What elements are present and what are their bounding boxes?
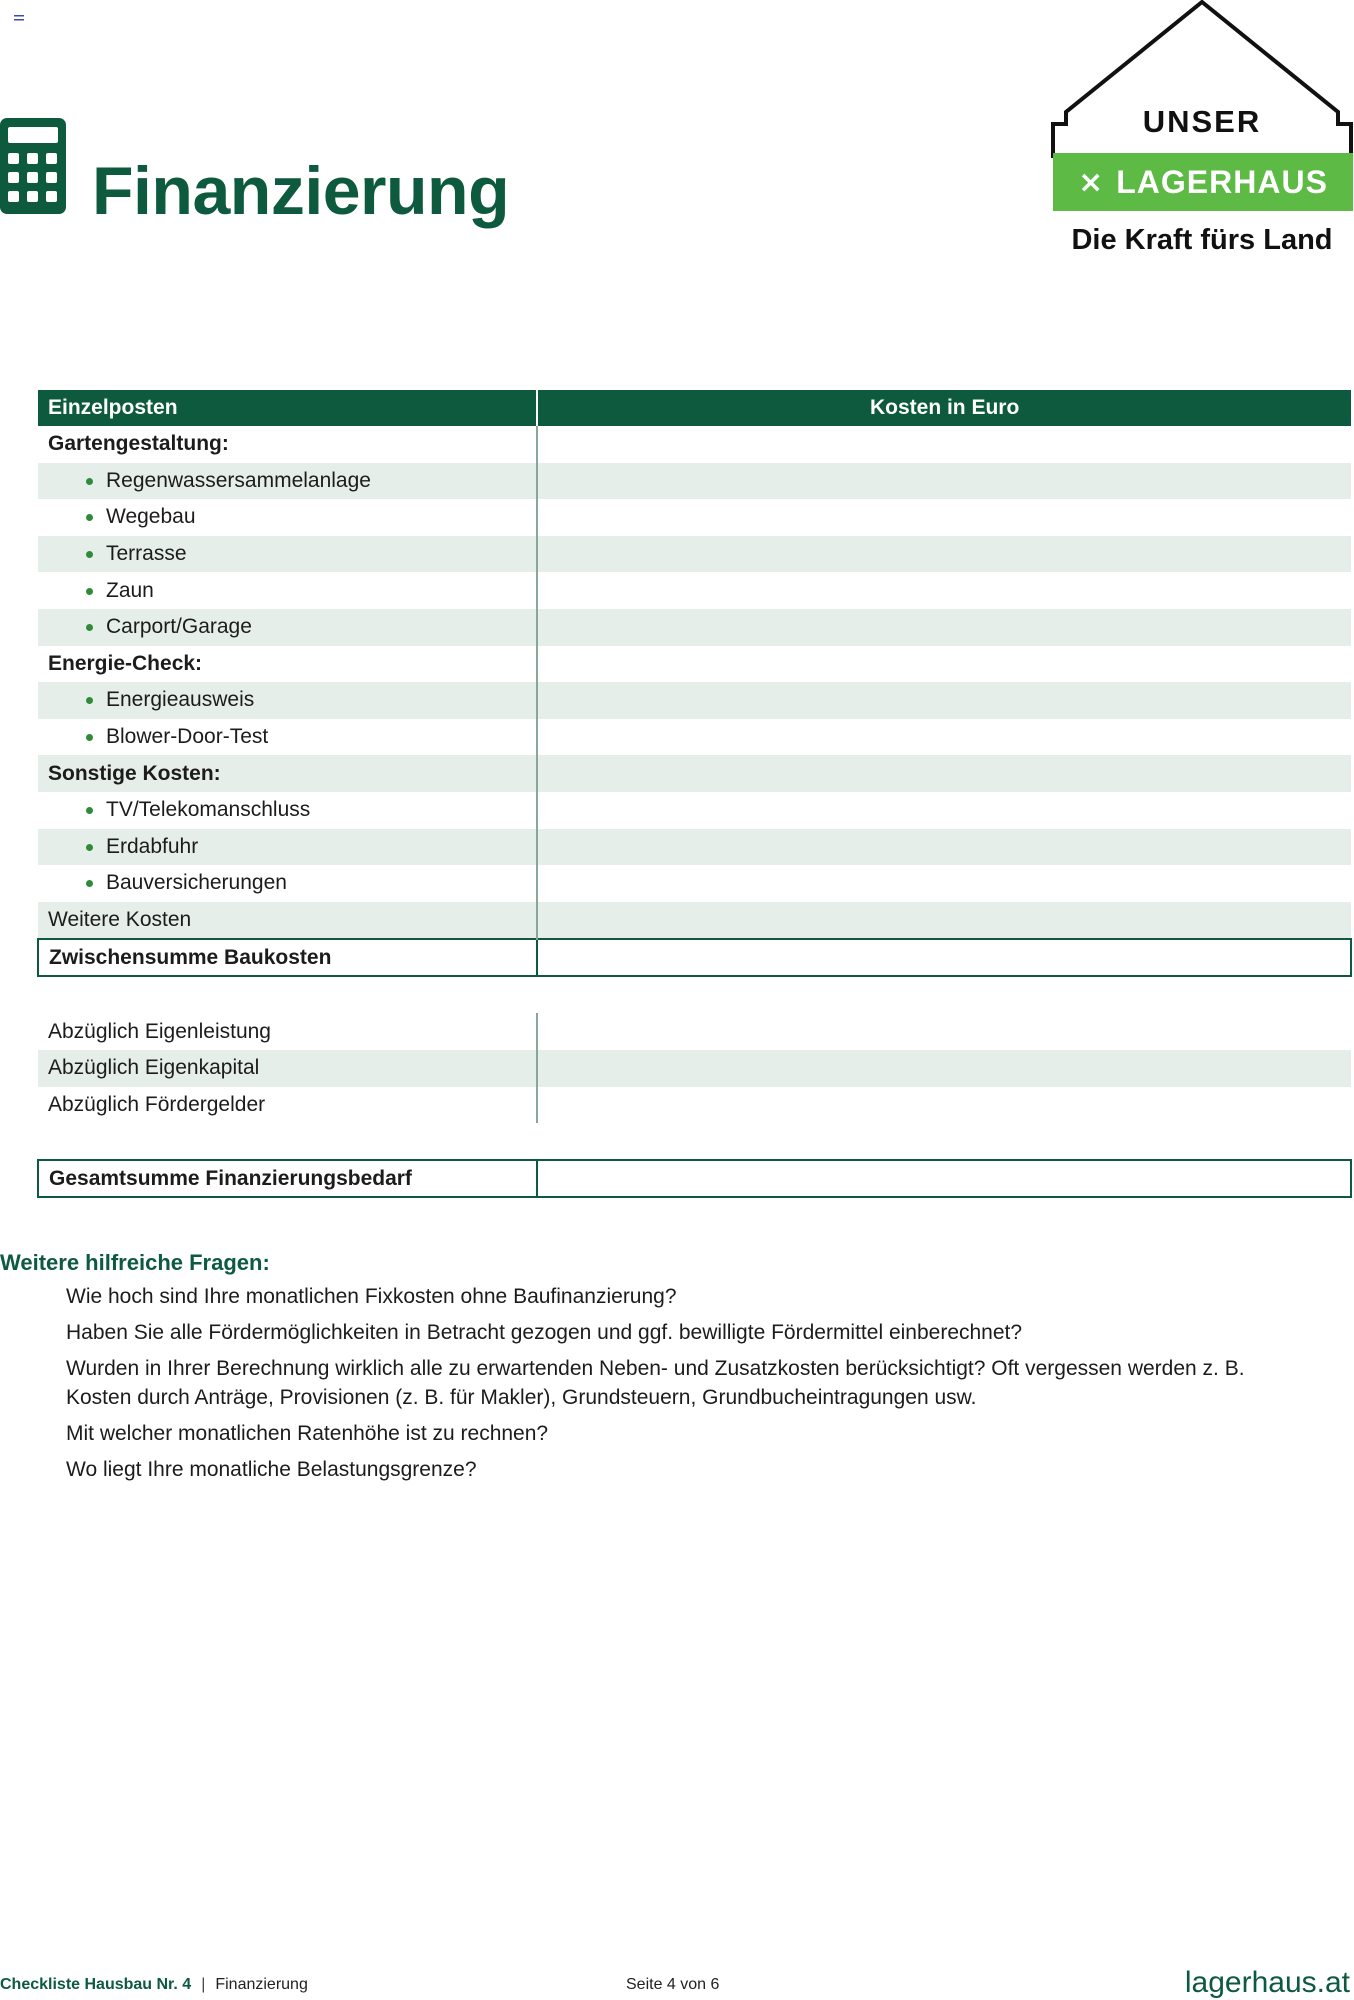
row-label: TV/Telekomanschluss bbox=[38, 792, 537, 829]
questions-heading: Weitere hilfreiche Fragen: bbox=[0, 1250, 270, 1275]
logo-tagline: Die Kraft fürs Land bbox=[1071, 224, 1333, 256]
cost-cell[interactable] bbox=[537, 499, 1351, 536]
cost-cell[interactable] bbox=[537, 646, 1351, 683]
row-label: Bauversicherungen bbox=[38, 865, 537, 902]
logo-wordmark bbox=[1053, 153, 1353, 211]
cost-cell[interactable] bbox=[537, 1013, 1351, 1050]
table-row bbox=[38, 682, 1351, 719]
cost-cell[interactable] bbox=[537, 463, 1351, 500]
grand-total-cell[interactable] bbox=[537, 1160, 1351, 1197]
page-title: Finanzierung bbox=[92, 153, 510, 229]
deduction-row bbox=[38, 1050, 1351, 1087]
row-label: Zaun bbox=[38, 572, 537, 609]
row-label: Weitere Kosten bbox=[38, 902, 537, 940]
table-row bbox=[38, 646, 1351, 683]
row-label: Gartengestaltung: bbox=[48, 432, 229, 456]
table-header-row bbox=[38, 390, 1351, 426]
deduction-label: Abzüglich Fördergelder bbox=[48, 1092, 266, 1116]
header-costs: Kosten in Euro bbox=[537, 390, 1351, 426]
table-row bbox=[38, 426, 1351, 463]
table-row bbox=[38, 865, 1351, 902]
row-label: Regenwassersammelanlage bbox=[38, 463, 537, 500]
cost-cell[interactable] bbox=[537, 755, 1351, 792]
cost-cell[interactable] bbox=[537, 609, 1351, 646]
footer-separator: | bbox=[201, 1976, 206, 1993]
row-label: Carport/Garage bbox=[38, 609, 537, 646]
table-row bbox=[38, 755, 1351, 792]
footer-page-number: Seite 4 von 6 bbox=[626, 1976, 720, 1993]
deduction-row bbox=[38, 1013, 1351, 1050]
cost-cell[interactable] bbox=[537, 792, 1351, 829]
logo-name: LAGERHAUS bbox=[1116, 163, 1328, 200]
table-spacer bbox=[38, 976, 1351, 1013]
question-item: Wo liegt Ihre monatliche Belastungsgrenze? bbox=[66, 1458, 477, 1481]
deduction-label: Abzüglich Eigenkapital bbox=[38, 1050, 537, 1087]
calculator-icon bbox=[0, 118, 66, 214]
cost-cell[interactable] bbox=[537, 572, 1351, 609]
table-row bbox=[38, 902, 1351, 940]
table-row bbox=[38, 463, 1351, 500]
row-label: Sonstige Kosten: bbox=[38, 755, 537, 792]
header-items: Einzelposten bbox=[38, 390, 537, 426]
subtotal-label: Zwischensumme Baukosten bbox=[38, 939, 537, 976]
row-label: Blower-Door-Test bbox=[38, 719, 537, 756]
row-label: Erdabfuhr bbox=[38, 829, 537, 866]
cost-cell[interactable] bbox=[537, 536, 1351, 573]
cost-cell[interactable] bbox=[537, 719, 1351, 756]
questions-list bbox=[66, 1282, 1296, 1491]
cost-table bbox=[37, 390, 1352, 1198]
cost-cell[interactable] bbox=[537, 1087, 1351, 1124]
question-item: Wie hoch sind Ihre monatlichen Fixkosten ohne Baufinanzierung? bbox=[66, 1285, 677, 1308]
footer-website-link[interactable]: lagerhaus.at bbox=[1184, 1966, 1350, 1999]
cost-cell[interactable] bbox=[537, 426, 1351, 463]
footer-doc-info bbox=[0, 1976, 308, 1994]
cost-cell[interactable] bbox=[537, 865, 1351, 902]
logo-x-mark: ⨯ bbox=[1078, 165, 1105, 199]
table-spacer bbox=[38, 1123, 1351, 1160]
table-row bbox=[38, 609, 1351, 646]
table-row bbox=[38, 572, 1351, 609]
question-item: Haben Sie alle Fördermöglichkeiten in Betracht gezogen und ggf. bewilligte Fördermittel einberechnet? bbox=[66, 1321, 1023, 1344]
cost-cell[interactable] bbox=[537, 829, 1351, 866]
grand-total-label: Gesamtsumme Finanzierungsbedarf bbox=[38, 1160, 537, 1197]
row-label: Energie-Check: bbox=[48, 651, 203, 675]
footer-doc-name: Checkliste Hausbau Nr. 4 bbox=[0, 1976, 192, 1993]
table-row bbox=[38, 536, 1351, 573]
row-label: Energieausweis bbox=[38, 682, 537, 719]
question-item: Mit welcher monatlichen Ratenhöhe ist zu rechnen? bbox=[66, 1422, 549, 1445]
lagerhaus-logo bbox=[1050, 0, 1354, 270]
subtotal-cell[interactable] bbox=[537, 939, 1351, 976]
deduction-label: Abzüglich Eigenleistung bbox=[48, 1019, 271, 1043]
row-label: Terrasse bbox=[38, 536, 537, 573]
menu-icon[interactable] bbox=[14, 14, 26, 24]
table-row bbox=[38, 499, 1351, 536]
subtotal-row bbox=[38, 939, 1351, 976]
cost-cell[interactable] bbox=[537, 1050, 1351, 1087]
footer-section: Finanzierung bbox=[215, 1976, 308, 1993]
deduction-row bbox=[38, 1087, 1351, 1124]
row-label: Wegebau bbox=[38, 499, 537, 536]
table-row bbox=[38, 829, 1351, 866]
cost-cell[interactable] bbox=[537, 902, 1351, 940]
table-row bbox=[38, 719, 1351, 756]
logo-unser: UNSER bbox=[1142, 104, 1262, 139]
cost-cell[interactable] bbox=[537, 682, 1351, 719]
table-row bbox=[38, 792, 1351, 829]
question-item: Wurden in Ihrer Berechnung wirklich alle zu erwartenden Neben- und Zusatzkosten berücksichtigt? Oft vergessen werden z. B. Kosten durch Anträge, Provisionen (z. B. für Makler), Grundsteuern, Grundbucheintragungen usw. bbox=[66, 1357, 1245, 1409]
grand-total-row bbox=[38, 1160, 1351, 1197]
